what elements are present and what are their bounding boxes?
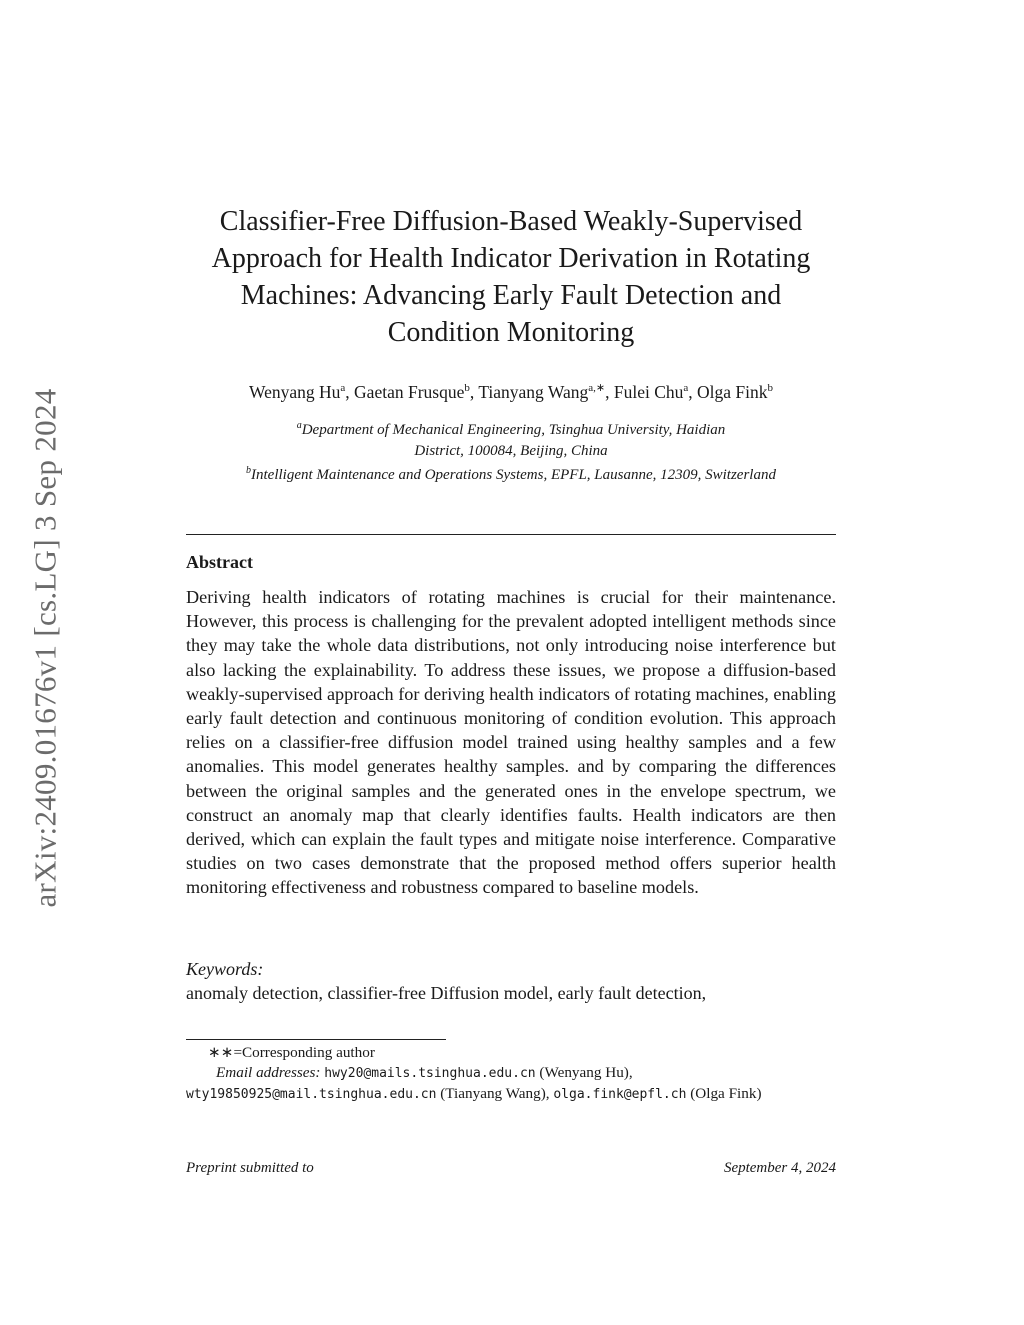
- footnote-block: [186, 1043, 816, 1105]
- author-separator: ,: [345, 381, 355, 402]
- affiliation-text: Intelligent Maintenance and Operations Systems, EPFL, Lausanne, 12309, Switzerland: [251, 467, 776, 483]
- corresponding-author-note: ∗∗=Corresponding author: [208, 1044, 375, 1061]
- email-line: [186, 1084, 816, 1105]
- author-separator: ,: [688, 381, 698, 402]
- author-affiliation-marker: b: [767, 382, 774, 394]
- author-list: [186, 377, 836, 403]
- affiliation-block: [176, 416, 846, 486]
- affiliation-a-continued: District, 100084, Beijing, China: [414, 442, 608, 459]
- title-line: Condition Monitoring: [387, 317, 635, 348]
- keywords-list: anomaly detection, classifier-free Diffusion model, early fault detection,: [186, 983, 707, 1003]
- abstract-top-rule: [186, 534, 836, 535]
- email-link[interactable]: olga.fink@epfl.ch: [553, 1087, 687, 1102]
- author-affiliation-marker: a: [683, 382, 689, 394]
- paper-title: [166, 203, 856, 351]
- arxiv-identifier-text: arXiv:2409.01676v1 [cs.LG] 3 Sep 2024: [28, 387, 63, 908]
- email-owner: (Tianyang Wang),: [436, 1085, 554, 1102]
- author-affiliation-marker: a,∗: [588, 382, 606, 394]
- affiliation-text: Department of Mechanical Engineering, Tsinghua University, Haidian: [301, 422, 726, 438]
- affiliation-b: [176, 461, 846, 486]
- author-separator: ,: [469, 381, 479, 402]
- author-name: Wenyang Hu: [248, 381, 341, 402]
- footnote-rule: [186, 1039, 446, 1040]
- title-line: Classifier-Free Diffusion-Based Weakly-Supervised: [219, 206, 803, 237]
- abstract-text: Deriving health indicators of rotating machines is crucial for their maintenance. However, this process is challenging for the prevalent adopted intelligent methods since they may take the whole data distributions, not only introducing noise interference but also lacking the explainability. To address these issues, we propose a diffusion-based weakly-supervised approach for deriving health indicators of rotating machines, enabling early fault detection and continuous monitoring of condition evolution. This approach relies on a classifier-free diffusion model trained using healthy samples and a few anomalies. This model generates healthy samples. and by comparing the differences between the original samples and the generated ones in the envelope spectrum, we construct an anomaly map that clearly identifies faults. Health indicators are then derived, which can explain the fault types and mitigate noise interference. Comparative studies on two cases demonstrate that the proposed method offers superior health monitoring effectiveness and robustness compared to baseline models.: [186, 587, 836, 898]
- preprint-note: Preprint submitted to: [186, 1160, 314, 1176]
- author-name: Fulei Chu: [613, 381, 684, 402]
- title-line: Machines: Advancing Early Fault Detection and: [240, 280, 782, 311]
- author-affiliation-marker: a: [340, 382, 346, 394]
- email-link[interactable]: hwy20@mails.tsinghua.edu.cn: [324, 1066, 536, 1081]
- email-owner: (Wenyang Hu),: [535, 1064, 633, 1081]
- preprint-date: September 4, 2024: [723, 1160, 836, 1176]
- author-name: Tianyang Wang: [478, 381, 589, 402]
- arxiv-identifier-stamp: [28, 365, 64, 930]
- email-link[interactable]: wty19850925@mail.tsinghua.edu.cn: [186, 1087, 437, 1102]
- author-name: Olga Fink: [697, 381, 768, 402]
- email-line: [186, 1063, 816, 1084]
- title-line: Approach for Health Indicator Derivation in Rotating: [211, 243, 811, 274]
- author-name: Gaetan Frusque: [354, 381, 465, 402]
- email-owner: (Olga Fink): [686, 1085, 762, 1102]
- author-affiliation-marker: b: [464, 382, 470, 394]
- affiliation-marker: b: [246, 465, 252, 476]
- email-label: Email addresses:: [216, 1064, 321, 1081]
- author-separator: ,: [605, 381, 614, 402]
- affiliation-marker: a: [296, 420, 302, 431]
- abstract-heading: Abstract: [186, 552, 253, 572]
- keywords-label: Keywords:: [186, 959, 264, 979]
- affiliation-a: [176, 416, 846, 441]
